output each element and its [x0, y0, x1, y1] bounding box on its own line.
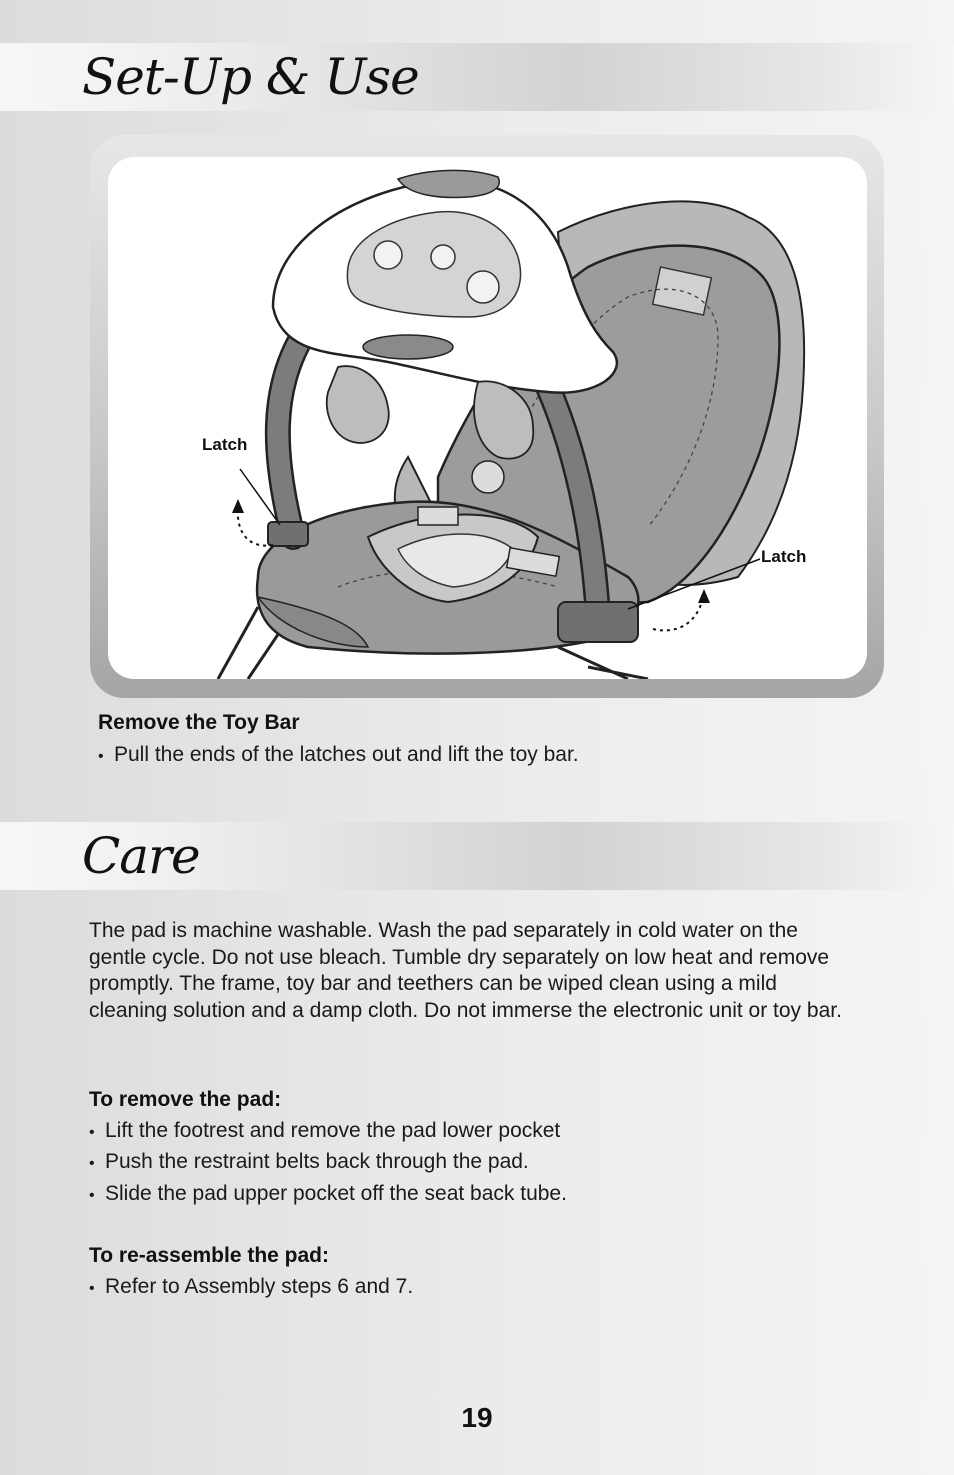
setup-title: Set-Up & Use — [82, 48, 419, 106]
latch-right — [558, 602, 638, 642]
arrow-right — [653, 597, 703, 630]
bullet-icon: • — [89, 1187, 95, 1204]
remove-pad-step — [89, 1119, 560, 1143]
teether-left — [327, 366, 389, 443]
reassemble-pad-step — [89, 1275, 413, 1299]
care-paragraph: The pad is machine washable. Wash the pad separately in cold water on the gentle cycle. Do not use bleach. Tumble dry separately on low heat and remove promptly. The frame, toy bar and teethers can be wiped clean using a mild cleaning solution and a damp cloth. Do not immerse the electronic unit or toy bar. — [89, 919, 842, 1022]
reassemble-pad-heading: To re-assemble the pad: — [89, 1244, 330, 1267]
latch-left — [268, 522, 308, 546]
bullet-icon: • — [89, 1155, 95, 1172]
shell-icon — [467, 271, 499, 303]
teether-small — [472, 461, 504, 493]
latch-label-right: Latch — [761, 547, 807, 566]
illustration-panel — [108, 157, 867, 679]
belt-buckle-left — [418, 507, 458, 525]
toy-bar-heading: Remove the Toy Bar — [98, 711, 300, 734]
care-title: Care — [82, 827, 200, 885]
illustration-frame — [90, 135, 884, 698]
remove-pad-step — [89, 1150, 529, 1174]
toy-bar-bullet — [98, 743, 579, 767]
aquarium-label — [363, 335, 453, 359]
care-header-band — [0, 822, 954, 890]
bouncer-illustration — [108, 157, 867, 679]
fish-icon — [431, 245, 455, 269]
bullet-icon: • — [98, 748, 104, 765]
reassemble-pad-step-text: Refer to Assembly steps 6 and 7. — [105, 1275, 414, 1298]
remove-pad-heading: To remove the pad: — [89, 1088, 282, 1111]
latch-label-left: Latch — [202, 435, 248, 454]
bullet-icon: • — [89, 1124, 95, 1141]
page-number: 19 — [461, 1402, 493, 1433]
bullet-icon: • — [89, 1280, 95, 1297]
toy-bar-bullet-text: Pull the ends of the latches out and lift the toy bar. — [114, 743, 579, 766]
remove-pad-step-text: Lift the footrest and remove the pad lower pocket — [105, 1119, 561, 1142]
remove-pad-step-text: Slide the pad upper pocket off the seat back tube. — [105, 1182, 567, 1205]
setup-header-band — [0, 43, 954, 111]
remove-pad-step-text: Push the restraint belts back through the pad. — [105, 1150, 529, 1173]
remove-pad-step — [89, 1182, 567, 1206]
star-icon — [374, 241, 402, 269]
